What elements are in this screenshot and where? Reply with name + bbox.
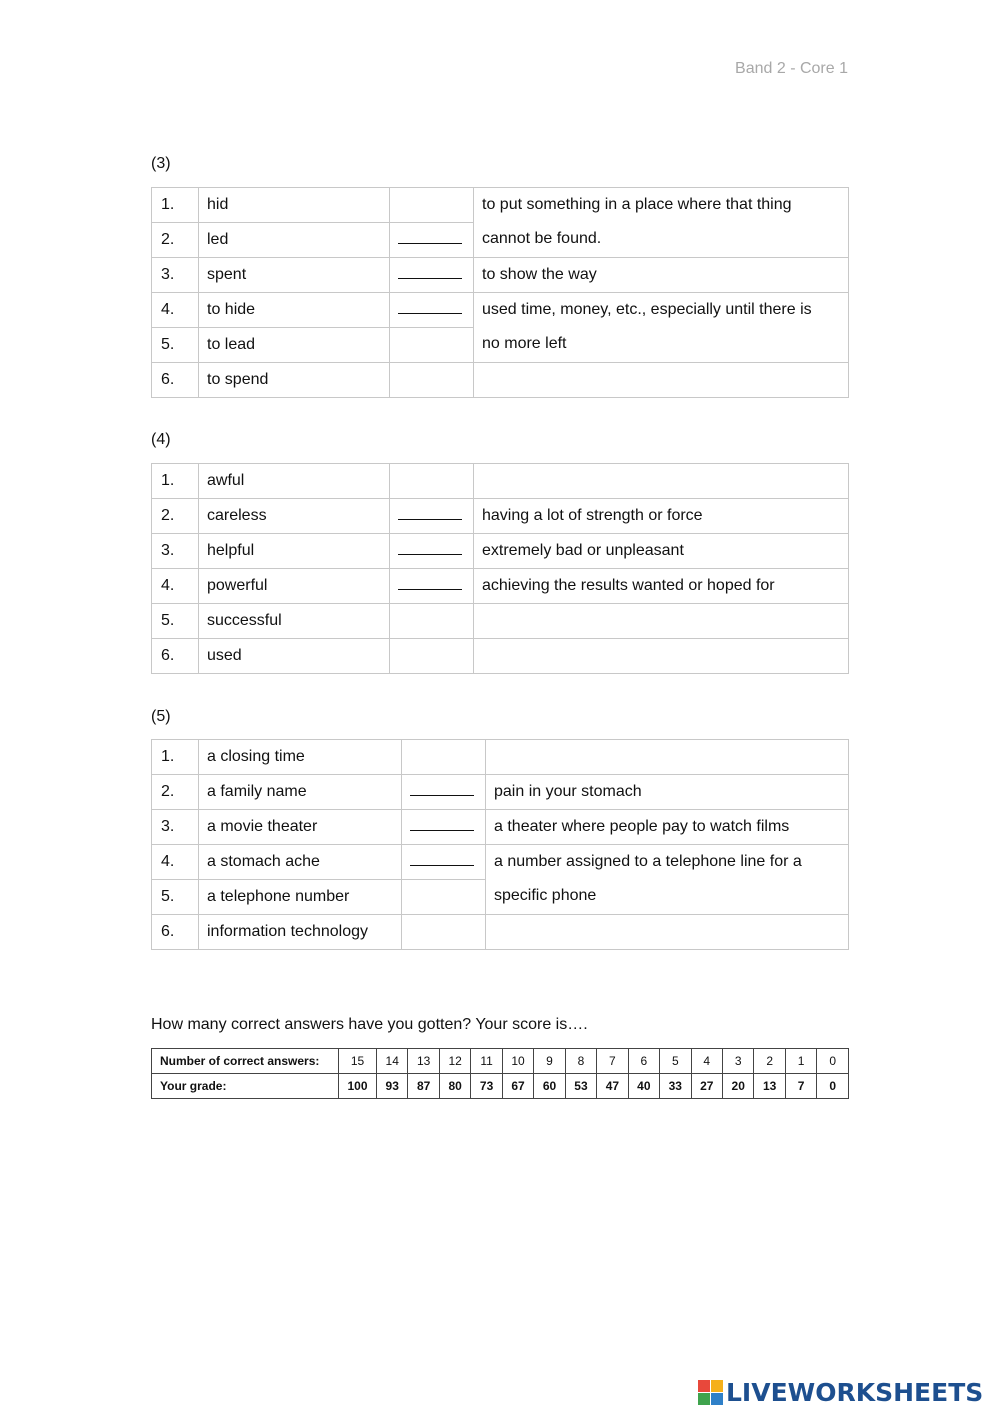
row-number: 3.	[152, 810, 199, 845]
table-row	[152, 363, 849, 398]
row-number: 1.	[152, 740, 199, 775]
answer-count: 10	[502, 1049, 533, 1074]
grades-row	[152, 1074, 849, 1099]
word-cell: powerful	[199, 569, 390, 604]
answer-count: 11	[471, 1049, 502, 1074]
grade-value: 33	[660, 1074, 691, 1099]
table-row	[152, 258, 849, 293]
answer-blank[interactable]	[398, 501, 462, 520]
word-cell: successful	[199, 604, 390, 639]
answer-blank[interactable]	[398, 225, 462, 244]
table-row	[152, 534, 849, 569]
answer-count: 6	[628, 1049, 659, 1074]
table-row	[152, 188, 849, 223]
answer-cell[interactable]	[402, 845, 486, 880]
row-number: 4.	[152, 845, 199, 880]
answer-cell[interactable]	[390, 604, 474, 639]
section-label: (3)	[151, 155, 171, 172]
definition-cell: achieving the results wanted or hoped for	[474, 569, 849, 604]
word-cell: awful	[199, 464, 390, 499]
grade-value: 73	[471, 1074, 502, 1099]
grade-value: 87	[408, 1074, 439, 1099]
answer-cell[interactable]	[390, 293, 474, 328]
grades-label: Your grade:	[152, 1074, 339, 1099]
answer-cell[interactable]	[390, 569, 474, 604]
answer-cell[interactable]	[402, 740, 486, 775]
grade-value: 93	[377, 1074, 408, 1099]
grade-value: 7	[785, 1074, 816, 1099]
definition-cell	[486, 740, 849, 775]
matching-table-5	[151, 739, 849, 950]
definition-cell: pain in your stomach	[486, 775, 849, 810]
definition-cell	[474, 188, 849, 258]
answer-count: 3	[722, 1049, 753, 1074]
definition-cell	[486, 845, 849, 915]
answer-cell[interactable]	[402, 775, 486, 810]
brand-text: LIVEWORKSHEETS	[726, 1378, 984, 1407]
answer-cell[interactable]	[390, 534, 474, 569]
word-cell: a stomach ache	[199, 845, 402, 880]
word-cell: to spend	[199, 363, 390, 398]
definition-line: used time, money, etc., especially until there is	[482, 301, 812, 318]
liveworksheets-logo[interactable]	[698, 1378, 983, 1407]
answer-blank[interactable]	[398, 260, 462, 279]
answer-cell[interactable]	[390, 328, 474, 363]
table-row	[152, 293, 849, 328]
table-row	[152, 810, 849, 845]
row-number: 5.	[152, 880, 199, 915]
row-number: 4.	[152, 293, 199, 328]
answers-row	[152, 1049, 849, 1074]
answer-cell[interactable]	[402, 810, 486, 845]
answer-cell[interactable]	[390, 639, 474, 674]
grade-value: 0	[817, 1074, 849, 1099]
definition-cell	[474, 604, 849, 639]
table-row	[152, 740, 849, 775]
definition-cell: a theater where people pay to watch films	[486, 810, 849, 845]
definition-line: to put something in a place where that thing	[482, 196, 792, 213]
answers-label: Number of correct answers:	[152, 1049, 339, 1074]
section-label: (5)	[151, 708, 171, 725]
table-row	[152, 604, 849, 639]
matching-table-4	[151, 463, 849, 674]
definition-cell	[474, 464, 849, 499]
answer-count: 15	[339, 1049, 377, 1074]
answer-count: 13	[408, 1049, 439, 1074]
answer-blank[interactable]	[410, 777, 474, 796]
definition-cell	[474, 363, 849, 398]
table-row	[152, 464, 849, 499]
grade-value: 13	[754, 1074, 785, 1099]
score-table	[151, 1048, 849, 1099]
definition-line: no more left	[482, 335, 567, 352]
word-cell: a closing time	[199, 740, 402, 775]
word-cell: a family name	[199, 775, 402, 810]
answer-count: 5	[660, 1049, 691, 1074]
answer-cell[interactable]	[390, 464, 474, 499]
word-cell: to lead	[199, 328, 390, 363]
table-row	[152, 915, 849, 950]
answer-count: 0	[817, 1049, 849, 1074]
definition-cell	[474, 293, 849, 363]
grade-value: 53	[565, 1074, 596, 1099]
grade-value: 20	[722, 1074, 753, 1099]
header-note: Band 2 - Core 1	[735, 60, 848, 77]
answer-cell[interactable]	[402, 880, 486, 915]
row-number: 3.	[152, 534, 199, 569]
logo-tile	[711, 1393, 723, 1405]
row-number: 6.	[152, 915, 199, 950]
row-number: 4.	[152, 569, 199, 604]
answer-count: 12	[439, 1049, 470, 1074]
table-row	[152, 499, 849, 534]
answer-blank[interactable]	[398, 536, 462, 555]
grade-value: 27	[691, 1074, 722, 1099]
word-cell: used	[199, 639, 390, 674]
answer-count: 7	[597, 1049, 628, 1074]
definition-cell: to show the way	[474, 258, 849, 293]
logo-tile	[698, 1393, 710, 1405]
word-cell: led	[199, 223, 390, 258]
word-cell: a telephone number	[199, 880, 402, 915]
grade-value: 40	[628, 1074, 659, 1099]
grade-value: 100	[339, 1074, 377, 1099]
row-number: 5.	[152, 604, 199, 639]
answer-cell[interactable]	[390, 258, 474, 293]
word-cell: spent	[199, 258, 390, 293]
answer-blank[interactable]	[410, 812, 474, 831]
answer-cell[interactable]	[402, 915, 486, 950]
answer-cell[interactable]	[390, 499, 474, 534]
row-number: 3.	[152, 258, 199, 293]
table-row	[152, 569, 849, 604]
answer-count: 14	[377, 1049, 408, 1074]
word-cell: helpful	[199, 534, 390, 569]
definition-cell: extremely bad or unpleasant	[474, 534, 849, 569]
table-row	[152, 775, 849, 810]
score-question: How many correct answers have you gotten? Your score is….	[151, 1016, 588, 1033]
word-cell: a movie theater	[199, 810, 402, 845]
grade-value: 47	[597, 1074, 628, 1099]
answer-count: 4	[691, 1049, 722, 1074]
row-number: 2.	[152, 499, 199, 534]
grade-value: 80	[439, 1074, 470, 1099]
row-number: 6.	[152, 363, 199, 398]
section-label: (4)	[151, 431, 171, 448]
word-cell: information technology	[199, 915, 402, 950]
definition-line: cannot be found.	[482, 230, 602, 247]
answer-blank[interactable]	[410, 847, 474, 866]
answer-count: 1	[785, 1049, 816, 1074]
row-number: 1.	[152, 464, 199, 499]
row-number: 6.	[152, 639, 199, 674]
definition-line: a number assigned to a telephone line for a	[494, 853, 802, 870]
word-cell: to hide	[199, 293, 390, 328]
answer-count: 8	[565, 1049, 596, 1074]
row-number: 2.	[152, 775, 199, 810]
liveworksheets-icon	[698, 1380, 723, 1405]
definition-cell	[486, 915, 849, 950]
row-number: 5.	[152, 328, 199, 363]
row-number: 1.	[152, 188, 199, 223]
definition-cell: having a lot of strength or force	[474, 499, 849, 534]
grade-value: 67	[502, 1074, 533, 1099]
answer-cell[interactable]	[390, 223, 474, 258]
definition-line: specific phone	[494, 887, 597, 904]
answer-count: 2	[754, 1049, 785, 1074]
table-row	[152, 845, 849, 880]
word-cell: careless	[199, 499, 390, 534]
answer-count: 9	[534, 1049, 565, 1074]
logo-tile	[698, 1380, 710, 1392]
grade-value: 60	[534, 1074, 565, 1099]
row-number: 2.	[152, 223, 199, 258]
answer-cell[interactable]	[390, 188, 474, 223]
logo-tile	[711, 1380, 723, 1392]
answer-blank[interactable]	[398, 295, 462, 314]
matching-table-3	[151, 187, 849, 398]
answer-cell[interactable]	[390, 363, 474, 398]
table-row	[152, 639, 849, 674]
word-cell: hid	[199, 188, 390, 223]
definition-cell	[474, 639, 849, 674]
answer-blank[interactable]	[398, 571, 462, 590]
